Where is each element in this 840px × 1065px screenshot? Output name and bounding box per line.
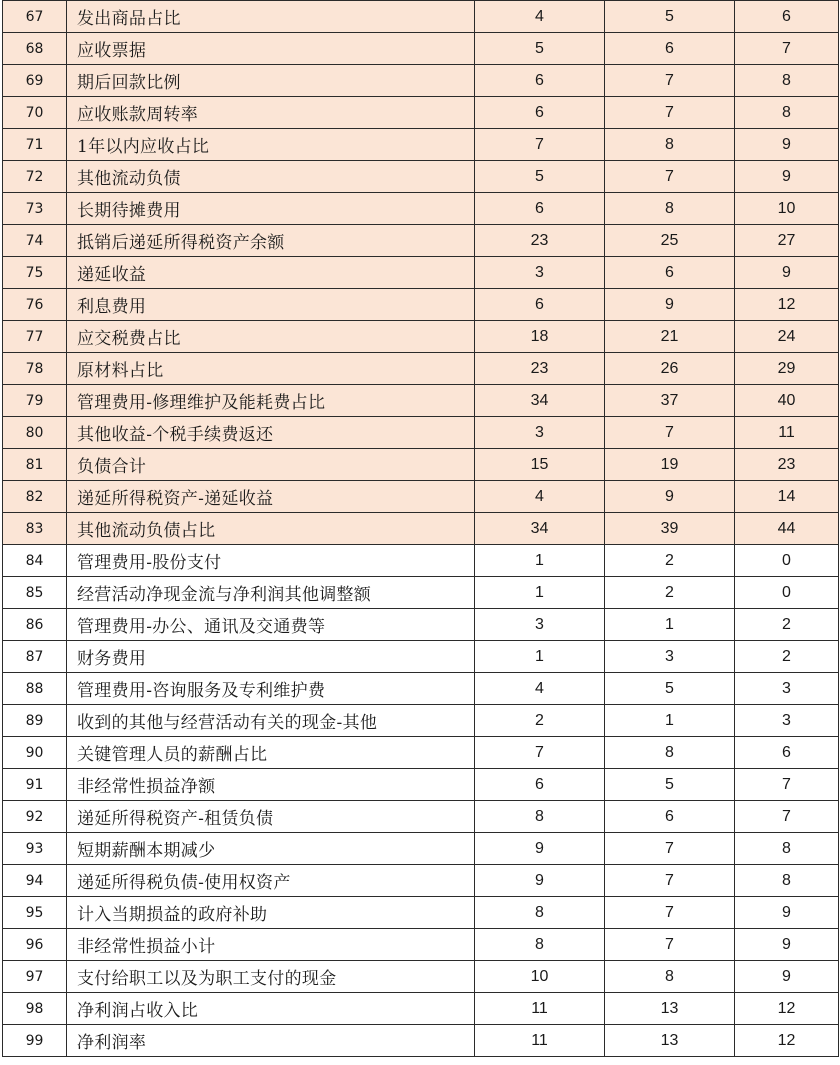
table-row — [3, 449, 839, 481]
value-c-cell: 12 — [735, 1025, 839, 1057]
table-row — [3, 385, 839, 417]
indicator-name-cell: 非经常性损益小计 — [67, 929, 475, 961]
indicator-name-cell: 经营活动净现金流与净利润其他调整额 — [67, 577, 475, 609]
indicator-name-cell: 管理费用-办公、通讯及交通费等 — [67, 609, 475, 641]
table-row — [3, 1, 839, 33]
value-c-cell: 6 — [735, 737, 839, 769]
value-c-cell: 9 — [735, 161, 839, 193]
table-row — [3, 161, 839, 193]
row-number-cell: 94 — [3, 865, 67, 897]
table-row — [3, 961, 839, 993]
value-a-cell: 6 — [475, 65, 605, 97]
value-a-cell: 23 — [475, 225, 605, 257]
table-row — [3, 65, 839, 97]
row-number-cell: 75 — [3, 257, 67, 289]
indicator-name-cell: 其他流动负债占比 — [67, 513, 475, 545]
value-b-cell: 5 — [605, 769, 735, 801]
value-b-cell: 7 — [605, 833, 735, 865]
value-a-cell: 8 — [475, 801, 605, 833]
value-b-cell: 6 — [605, 257, 735, 289]
value-b-cell: 7 — [605, 97, 735, 129]
indicator-name-cell: 管理费用-咨询服务及专利维护费 — [67, 673, 475, 705]
value-a-cell: 6 — [475, 97, 605, 129]
indicator-name-cell: 收到的其他与经营活动有关的现金-其他 — [67, 705, 475, 737]
value-a-cell: 6 — [475, 193, 605, 225]
table-row — [3, 705, 839, 737]
value-b-cell: 13 — [605, 1025, 735, 1057]
indicator-name-cell: 支付给职工以及为职工支付的现金 — [67, 961, 475, 993]
value-b-cell: 8 — [605, 961, 735, 993]
row-number-cell: 96 — [3, 929, 67, 961]
table-row — [3, 897, 839, 929]
table-row — [3, 673, 839, 705]
value-c-cell: 0 — [735, 545, 839, 577]
value-c-cell: 2 — [735, 641, 839, 673]
value-a-cell: 7 — [475, 737, 605, 769]
row-number-cell: 89 — [3, 705, 67, 737]
value-c-cell: 8 — [735, 97, 839, 129]
ranking-table — [2, 0, 839, 1057]
value-c-cell: 9 — [735, 897, 839, 929]
table-row — [3, 193, 839, 225]
indicator-name-cell: 递延所得税资产-租赁负债 — [67, 801, 475, 833]
indicator-name-cell: 负债合计 — [67, 449, 475, 481]
value-b-cell: 1 — [605, 705, 735, 737]
value-b-cell: 21 — [605, 321, 735, 353]
indicator-name-cell: 递延收益 — [67, 257, 475, 289]
value-b-cell: 6 — [605, 33, 735, 65]
indicator-name-cell: 财务费用 — [67, 641, 475, 673]
table-row — [3, 833, 839, 865]
value-b-cell: 7 — [605, 161, 735, 193]
value-b-cell: 7 — [605, 897, 735, 929]
indicator-name-cell: 1年以内应收占比 — [67, 129, 475, 161]
value-a-cell: 5 — [475, 33, 605, 65]
value-c-cell: 9 — [735, 257, 839, 289]
row-number-cell: 99 — [3, 1025, 67, 1057]
table-row — [3, 577, 839, 609]
table-row — [3, 737, 839, 769]
indicator-name-cell: 长期待摊费用 — [67, 193, 475, 225]
row-number-cell: 92 — [3, 801, 67, 833]
value-c-cell: 27 — [735, 225, 839, 257]
indicator-name-cell: 递延所得税资产-递延收益 — [67, 481, 475, 513]
table-row — [3, 929, 839, 961]
value-b-cell: 7 — [605, 929, 735, 961]
value-a-cell: 3 — [475, 257, 605, 289]
value-c-cell: 24 — [735, 321, 839, 353]
value-a-cell: 1 — [475, 545, 605, 577]
value-b-cell: 5 — [605, 673, 735, 705]
row-number-cell: 80 — [3, 417, 67, 449]
value-b-cell: 3 — [605, 641, 735, 673]
value-c-cell: 11 — [735, 417, 839, 449]
value-c-cell: 0 — [735, 577, 839, 609]
table-row — [3, 33, 839, 65]
table-row — [3, 97, 839, 129]
value-a-cell: 34 — [475, 513, 605, 545]
value-c-cell: 9 — [735, 961, 839, 993]
row-number-cell: 86 — [3, 609, 67, 641]
value-a-cell: 4 — [475, 481, 605, 513]
row-number-cell: 71 — [3, 129, 67, 161]
value-b-cell: 26 — [605, 353, 735, 385]
indicator-name-cell: 管理费用-修理维护及能耗费占比 — [67, 385, 475, 417]
table-row — [3, 545, 839, 577]
table-row — [3, 993, 839, 1025]
indicator-name-cell: 发出商品占比 — [67, 1, 475, 33]
value-a-cell: 3 — [475, 417, 605, 449]
value-c-cell: 9 — [735, 129, 839, 161]
table-row — [3, 801, 839, 833]
value-a-cell: 4 — [475, 1, 605, 33]
indicator-name-cell: 其他收益-个税手续费返还 — [67, 417, 475, 449]
value-b-cell: 8 — [605, 193, 735, 225]
row-number-cell: 93 — [3, 833, 67, 865]
value-b-cell: 6 — [605, 801, 735, 833]
indicator-name-cell: 净利润率 — [67, 1025, 475, 1057]
row-number-cell: 90 — [3, 737, 67, 769]
row-number-cell: 69 — [3, 65, 67, 97]
value-c-cell: 7 — [735, 33, 839, 65]
value-b-cell: 7 — [605, 865, 735, 897]
row-number-cell: 70 — [3, 97, 67, 129]
indicator-name-cell: 利息费用 — [67, 289, 475, 321]
value-a-cell: 11 — [475, 1025, 605, 1057]
value-b-cell: 19 — [605, 449, 735, 481]
value-a-cell: 8 — [475, 897, 605, 929]
value-a-cell: 9 — [475, 833, 605, 865]
value-a-cell: 3 — [475, 609, 605, 641]
value-a-cell: 6 — [475, 289, 605, 321]
table-row — [3, 513, 839, 545]
row-number-cell: 67 — [3, 1, 67, 33]
indicator-name-cell: 应收账款周转率 — [67, 97, 475, 129]
value-b-cell: 25 — [605, 225, 735, 257]
value-c-cell: 2 — [735, 609, 839, 641]
value-b-cell: 7 — [605, 65, 735, 97]
table-row — [3, 353, 839, 385]
indicator-name-cell: 管理费用-股份支付 — [67, 545, 475, 577]
value-b-cell: 8 — [605, 129, 735, 161]
table-row — [3, 321, 839, 353]
row-number-cell: 73 — [3, 193, 67, 225]
row-number-cell: 79 — [3, 385, 67, 417]
value-a-cell: 1 — [475, 577, 605, 609]
row-number-cell: 76 — [3, 289, 67, 321]
indicator-name-cell: 抵销后递延所得税资产余额 — [67, 225, 475, 257]
table-row — [3, 289, 839, 321]
indicator-name-cell: 应交税费占比 — [67, 321, 475, 353]
value-b-cell: 1 — [605, 609, 735, 641]
table-row — [3, 769, 839, 801]
row-number-cell: 88 — [3, 673, 67, 705]
table-body — [3, 1, 839, 1057]
table-row — [3, 257, 839, 289]
table-row — [3, 1025, 839, 1057]
row-number-cell: 78 — [3, 353, 67, 385]
value-a-cell: 10 — [475, 961, 605, 993]
row-number-cell: 72 — [3, 161, 67, 193]
indicator-name-cell: 短期薪酬本期减少 — [67, 833, 475, 865]
value-a-cell: 2 — [475, 705, 605, 737]
row-number-cell: 74 — [3, 225, 67, 257]
value-b-cell: 2 — [605, 545, 735, 577]
value-b-cell: 5 — [605, 1, 735, 33]
value-a-cell: 7 — [475, 129, 605, 161]
value-a-cell: 8 — [475, 929, 605, 961]
row-number-cell: 95 — [3, 897, 67, 929]
value-a-cell: 18 — [475, 321, 605, 353]
row-number-cell: 98 — [3, 993, 67, 1025]
value-a-cell: 6 — [475, 769, 605, 801]
value-c-cell: 29 — [735, 353, 839, 385]
table-row — [3, 609, 839, 641]
indicator-name-cell: 原材料占比 — [67, 353, 475, 385]
value-a-cell: 5 — [475, 161, 605, 193]
table-row — [3, 481, 839, 513]
indicator-name-cell: 期后回款比例 — [67, 65, 475, 97]
value-c-cell: 3 — [735, 705, 839, 737]
indicator-name-cell: 净利润占收入比 — [67, 993, 475, 1025]
value-b-cell: 8 — [605, 737, 735, 769]
table-row — [3, 865, 839, 897]
value-a-cell: 1 — [475, 641, 605, 673]
table-row — [3, 417, 839, 449]
value-c-cell: 9 — [735, 929, 839, 961]
value-c-cell: 7 — [735, 769, 839, 801]
value-b-cell: 37 — [605, 385, 735, 417]
indicator-name-cell: 应收票据 — [67, 33, 475, 65]
value-c-cell: 23 — [735, 449, 839, 481]
row-number-cell: 85 — [3, 577, 67, 609]
value-b-cell: 7 — [605, 417, 735, 449]
row-number-cell: 83 — [3, 513, 67, 545]
value-a-cell: 9 — [475, 865, 605, 897]
value-b-cell: 2 — [605, 577, 735, 609]
table-row — [3, 641, 839, 673]
value-a-cell: 34 — [475, 385, 605, 417]
indicator-name-cell: 计入当期损益的政府补助 — [67, 897, 475, 929]
value-c-cell: 14 — [735, 481, 839, 513]
value-c-cell: 12 — [735, 289, 839, 321]
value-c-cell: 8 — [735, 833, 839, 865]
indicator-name-cell: 递延所得税负债-使用权资产 — [67, 865, 475, 897]
value-b-cell: 9 — [605, 481, 735, 513]
indicator-name-cell: 非经常性损益净额 — [67, 769, 475, 801]
table-row — [3, 225, 839, 257]
row-number-cell: 84 — [3, 545, 67, 577]
row-number-cell: 68 — [3, 33, 67, 65]
value-a-cell: 15 — [475, 449, 605, 481]
value-c-cell: 7 — [735, 801, 839, 833]
value-c-cell: 3 — [735, 673, 839, 705]
row-number-cell: 81 — [3, 449, 67, 481]
indicator-name-cell: 其他流动负债 — [67, 161, 475, 193]
row-number-cell: 91 — [3, 769, 67, 801]
value-c-cell: 10 — [735, 193, 839, 225]
value-c-cell: 6 — [735, 1, 839, 33]
table-row — [3, 129, 839, 161]
value-b-cell: 39 — [605, 513, 735, 545]
row-number-cell: 82 — [3, 481, 67, 513]
row-number-cell: 97 — [3, 961, 67, 993]
row-number-cell: 77 — [3, 321, 67, 353]
value-c-cell: 8 — [735, 865, 839, 897]
value-a-cell: 11 — [475, 993, 605, 1025]
value-b-cell: 13 — [605, 993, 735, 1025]
value-b-cell: 9 — [605, 289, 735, 321]
value-c-cell: 12 — [735, 993, 839, 1025]
value-c-cell: 40 — [735, 385, 839, 417]
row-number-cell: 87 — [3, 641, 67, 673]
value-a-cell: 23 — [475, 353, 605, 385]
value-c-cell: 8 — [735, 65, 839, 97]
value-c-cell: 44 — [735, 513, 839, 545]
value-a-cell: 4 — [475, 673, 605, 705]
indicator-name-cell: 关键管理人员的薪酬占比 — [67, 737, 475, 769]
